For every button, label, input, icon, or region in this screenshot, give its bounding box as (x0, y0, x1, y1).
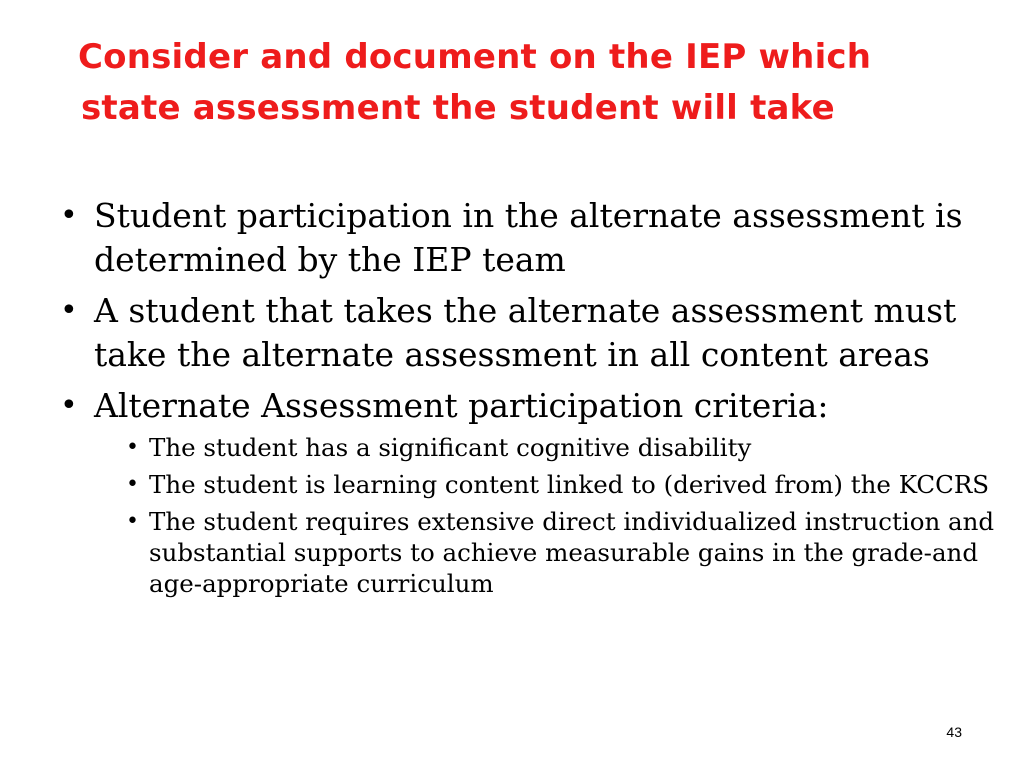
sub-bullet-text: The student has a significant cognitive disability (149, 433, 752, 462)
sub-bullet-glyph: • (126, 509, 139, 534)
sub-bullet-item-3 (102, 506, 1000, 599)
bullet-text: Alternate Assessment participation criteria: (94, 386, 829, 425)
bullet-glyph: • (60, 388, 78, 423)
sub-bullet-item-1 (102, 432, 1000, 463)
bullet-text: Student participation in the alternate assessment is determined by the IEP team (94, 196, 963, 279)
sub-bullet-glyph: • (126, 435, 139, 460)
slide-body (60, 194, 1000, 606)
sub-bullet-text: The student is learning content linked to (derived from) the KCCRS (149, 470, 990, 499)
bullet-item-3 (60, 384, 1000, 599)
sub-bullet-item-2 (102, 469, 1000, 500)
sub-bullet-list (94, 432, 1000, 599)
sub-bullet-glyph: • (126, 472, 139, 497)
bullet-glyph: • (60, 293, 78, 328)
bullet-glyph: • (60, 198, 78, 233)
slide-title (78, 32, 998, 134)
bullet-list (60, 194, 1000, 599)
bullet-item-2 (60, 289, 1000, 377)
slide-title-line-2: state assessment the student will take (81, 88, 835, 128)
slide-title-line-1: Consider and document on the IEP which (78, 37, 872, 77)
bullet-item-1 (60, 194, 1000, 282)
bullet-text: A student that takes the alternate assessment must take the alternate assessment in all content areas (94, 291, 957, 374)
slide-number: 43 (946, 724, 962, 740)
sub-bullet-text: The student requires extensive direct individualized instruction and substantial supports to achieve measurable gains in the grade-and age-appropriate curriculum (149, 507, 995, 598)
